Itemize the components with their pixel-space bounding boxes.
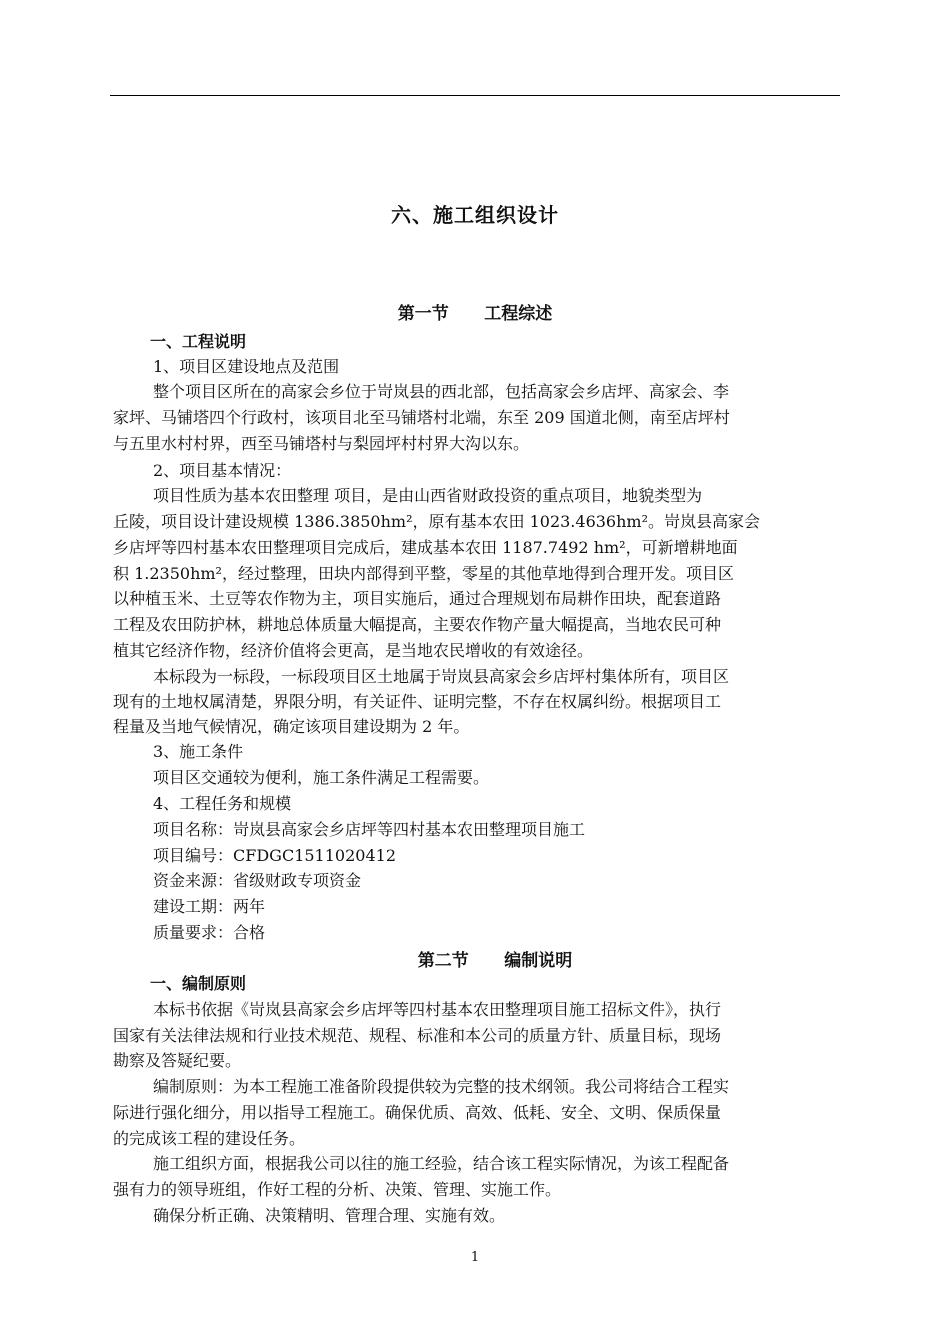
paragraph-line: 丘陵，项目设计建设规模 1386.3850hm²，原有基本农田 1023.4636hm²。岢岚县高家会 <box>113 512 761 531</box>
paragraph-line: 本标书依据《岢岚县高家会乡店坪等四村基本农田整理项目施工招标文件》，执行 <box>153 1000 722 1019</box>
subsection-heading: 一、编制原则 <box>150 974 247 993</box>
funding-source-line: 资金来源：省级财政专项资金 <box>153 871 362 890</box>
paragraph-line: 本标段为一标段，一标段项目区土地属于岢岚县高家会乡店坪村集体所有，项目区 <box>153 667 730 686</box>
paragraph-line: 以种植玉米、土豆等农作物为主，项目实施后，通过合理规划布局耕作田块，配套道路 <box>113 589 722 608</box>
paragraph-line: 1、项目区建设地点及范围 <box>153 357 340 376</box>
paragraph-line: 程量及当地气候情况，确定该项目建设期为 2 年。 <box>113 717 470 736</box>
paragraph-line: 国家有关法律法规和行业技术规范、规程、标准和本公司的质量方针、质量目标，现场 <box>113 1026 722 1045</box>
paragraph-line: 强有力的领导班组，作好工程的分析、决策、管理、实施工作。 <box>113 1180 562 1199</box>
paragraph-line: 家坪、马铺塔四个行政村，该项目北至马铺塔村北端，东至 209 国道北侧，南至店坪村 <box>113 408 730 427</box>
paragraph-line: 植其它经济作物，经济价值将会更高，是当地农民增收的有效途径。 <box>113 641 594 660</box>
project-name-line: 项目名称：岢岚县高家会乡店坪等四村基本农田整理项目施工 <box>153 820 586 839</box>
paragraph-line: 现有的土地权属清楚，界限分明，有关证件、证明完整，不存在权属纠纷。根据项目工 <box>113 692 722 711</box>
paragraph-line: 整个项目区所在的高家会乡位于岢岚县的西北部，包括高家会乡店坪、高家会、李 <box>153 382 730 401</box>
construction-period-line: 建设工期：两年 <box>153 897 266 916</box>
document-title: 六、施工组织设计 <box>391 203 559 227</box>
page-number: 1 <box>470 1250 480 1265</box>
paragraph-line: 积 1.2350hm²，经过整理，田块内部得到平整，零星的其他草地得到合理开发。项目区 <box>113 564 734 583</box>
paragraph-line: 项目区交通较为便利，施工条件满足工程需要。 <box>153 768 490 787</box>
paragraph-line: 项目性质为基本农田整理 项目，是由山西省财政投资的重点项目，地貌类型为 <box>153 486 703 505</box>
quality-requirement-line: 质量要求：合格 <box>153 923 266 942</box>
paragraph-line: 勘察及答疑纪要。 <box>113 1051 242 1070</box>
paragraph-line: 确保分析正确、决策精明、管理合理、实施有效。 <box>153 1206 506 1225</box>
header-rule <box>110 95 840 96</box>
paragraph-line: 的完成该工程的建设任务。 <box>113 1129 306 1148</box>
section-heading-1: 第一节 工程综述 <box>397 304 553 324</box>
paragraph-line: 施工组织方面，根据我公司以往的施工经验，结合该工程实际情况，为该工程配备 <box>153 1154 730 1173</box>
paragraph-line: 2、项目基本情况： <box>153 461 292 480</box>
paragraph-line: 工程及农田防护林，耕地总体质量大幅提高，主要农作物产量大幅提高，当地农民可种 <box>113 615 722 634</box>
paragraph-line: 际进行强化细分，用以指导工程施工。确保优质、高效、低耗、安全、文明、保质保量 <box>113 1103 722 1122</box>
paragraph-line: 与五里水村村界，西至马铺塔村与梨园坪村村界大沟以东。 <box>113 434 530 453</box>
paragraph-line: 4、工程任务和规模 <box>153 794 292 813</box>
paragraph-line: 乡店坪等四村基本农田整理项目完成后，建成基本农田 1187.7492 hm²，可新增耕地面 <box>113 538 738 557</box>
paragraph-line: 编制原则：为本工程施工准备阶段提供较为完整的技术纲领。我公司将结合工程实 <box>153 1077 730 1096</box>
paragraph-line: 3、施工条件 <box>153 742 244 761</box>
section-heading-2: 第二节 编制说明 <box>417 951 573 971</box>
project-number-line: 项目编号：CFDGC1511020412 <box>153 846 396 865</box>
subsection-heading: 一、工程说明 <box>150 332 247 351</box>
